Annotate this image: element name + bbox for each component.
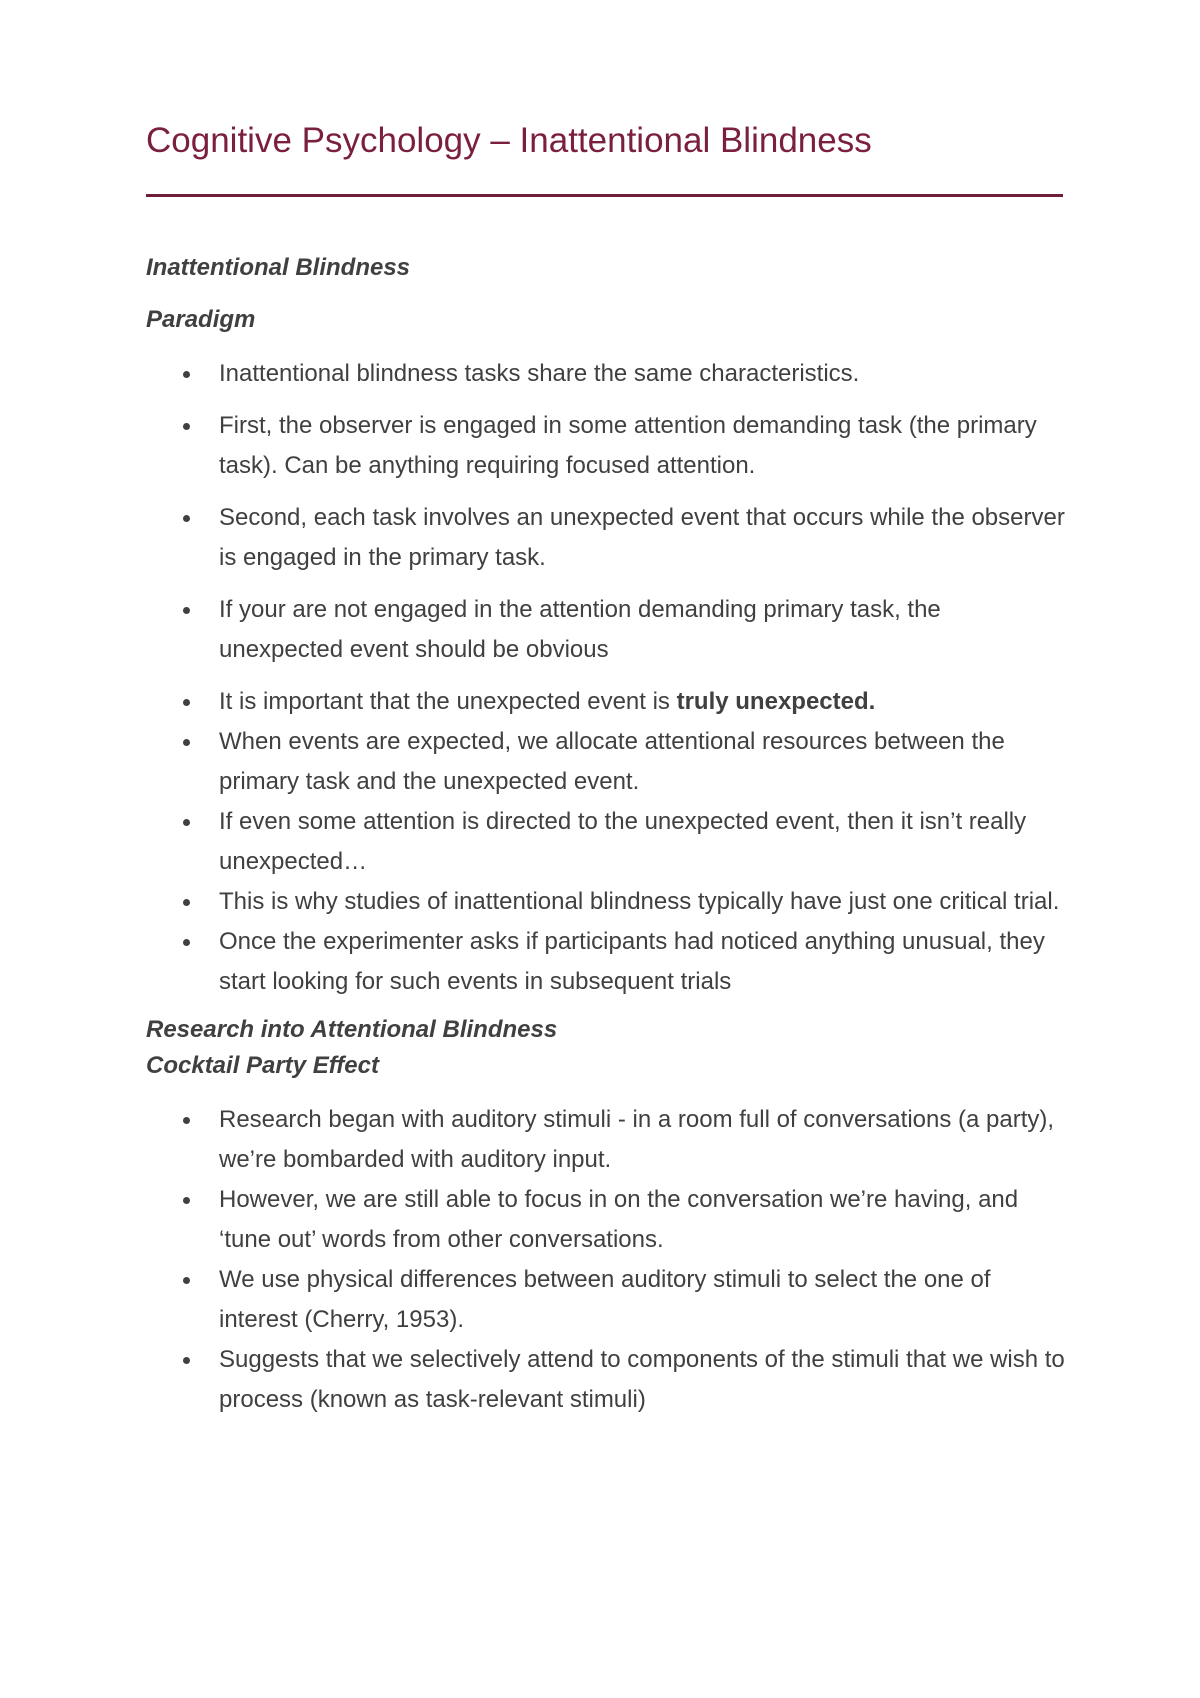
list-item: Suggests that we selectively attend to components of the stimuli that we wish to process (known as task-relevant stimuli) — [146, 1340, 1066, 1420]
paradigm-list — [146, 354, 1066, 670]
list-item: If your are not engaged in the attention demanding primary task, the unexpected event should be obvious — [146, 590, 1066, 670]
bullet-icon — [183, 515, 190, 522]
list-item: When events are expected, we allocate attentional resources between the primary task and the unexpected event. — [146, 722, 1066, 802]
cocktail-party-list — [146, 1100, 1066, 1420]
list-item: Inattentional blindness tasks share the same characteristics. — [146, 354, 1066, 394]
bullet-icon — [183, 423, 190, 430]
list-item: This is why studies of inattentional blindness typically have just one critical trial. — [146, 882, 1066, 922]
list-item: It is important that the unexpected event is truly unexpected. — [146, 682, 1066, 722]
bullet-icon — [183, 1117, 190, 1124]
bullet-icon — [183, 899, 190, 906]
section-heading: Research into Attentional Blindness — [146, 1016, 558, 1043]
section-heading: Inattentional Blindness — [146, 254, 411, 281]
section-subheading: Cocktail Party Effect — [146, 1052, 379, 1079]
bullet-icon — [183, 1357, 190, 1364]
bullet-icon — [183, 699, 190, 706]
bullet-icon — [183, 1277, 190, 1284]
emphasis-text: truly unexpected. — [676, 688, 876, 715]
bullet-icon — [183, 739, 190, 746]
list-item: Second, each task involves an unexpected event that occurs while the observer is engaged in the primary task. — [146, 498, 1066, 578]
bullet-icon — [183, 371, 190, 378]
bullet-icon — [183, 819, 190, 826]
document-title: Cognitive Psychology – Inattentional Blindness — [146, 121, 872, 160]
title-divider — [146, 194, 1063, 197]
document-body — [146, 250, 1066, 1420]
list-item: Research began with auditory stimuli - in a room full of conversations (a party), we’re bombarded with auditory input. — [146, 1100, 1066, 1180]
expectation-list — [146, 682, 1066, 1002]
section-subheading: Paradigm — [146, 306, 256, 333]
list-item: If even some attention is directed to the unexpected event, then it isn’t really unexpected… — [146, 802, 1066, 882]
list-item: However, we are still able to focus in on the conversation we’re having, and ‘tune out’ words from other conversations. — [146, 1180, 1066, 1260]
bullet-icon — [183, 939, 190, 946]
bullet-icon — [183, 1197, 190, 1204]
list-item: First, the observer is engaged in some attention demanding task (the primary task). Can be anything requiring focused attention. — [146, 406, 1066, 486]
list-item: We use physical differences between auditory stimuli to select the one of interest (Cherry, 1953). — [146, 1260, 1066, 1340]
list-item: Once the experimenter asks if participants had noticed anything unusual, they start looking for such events in subsequent trials — [146, 922, 1066, 1002]
bullet-icon — [183, 607, 190, 614]
